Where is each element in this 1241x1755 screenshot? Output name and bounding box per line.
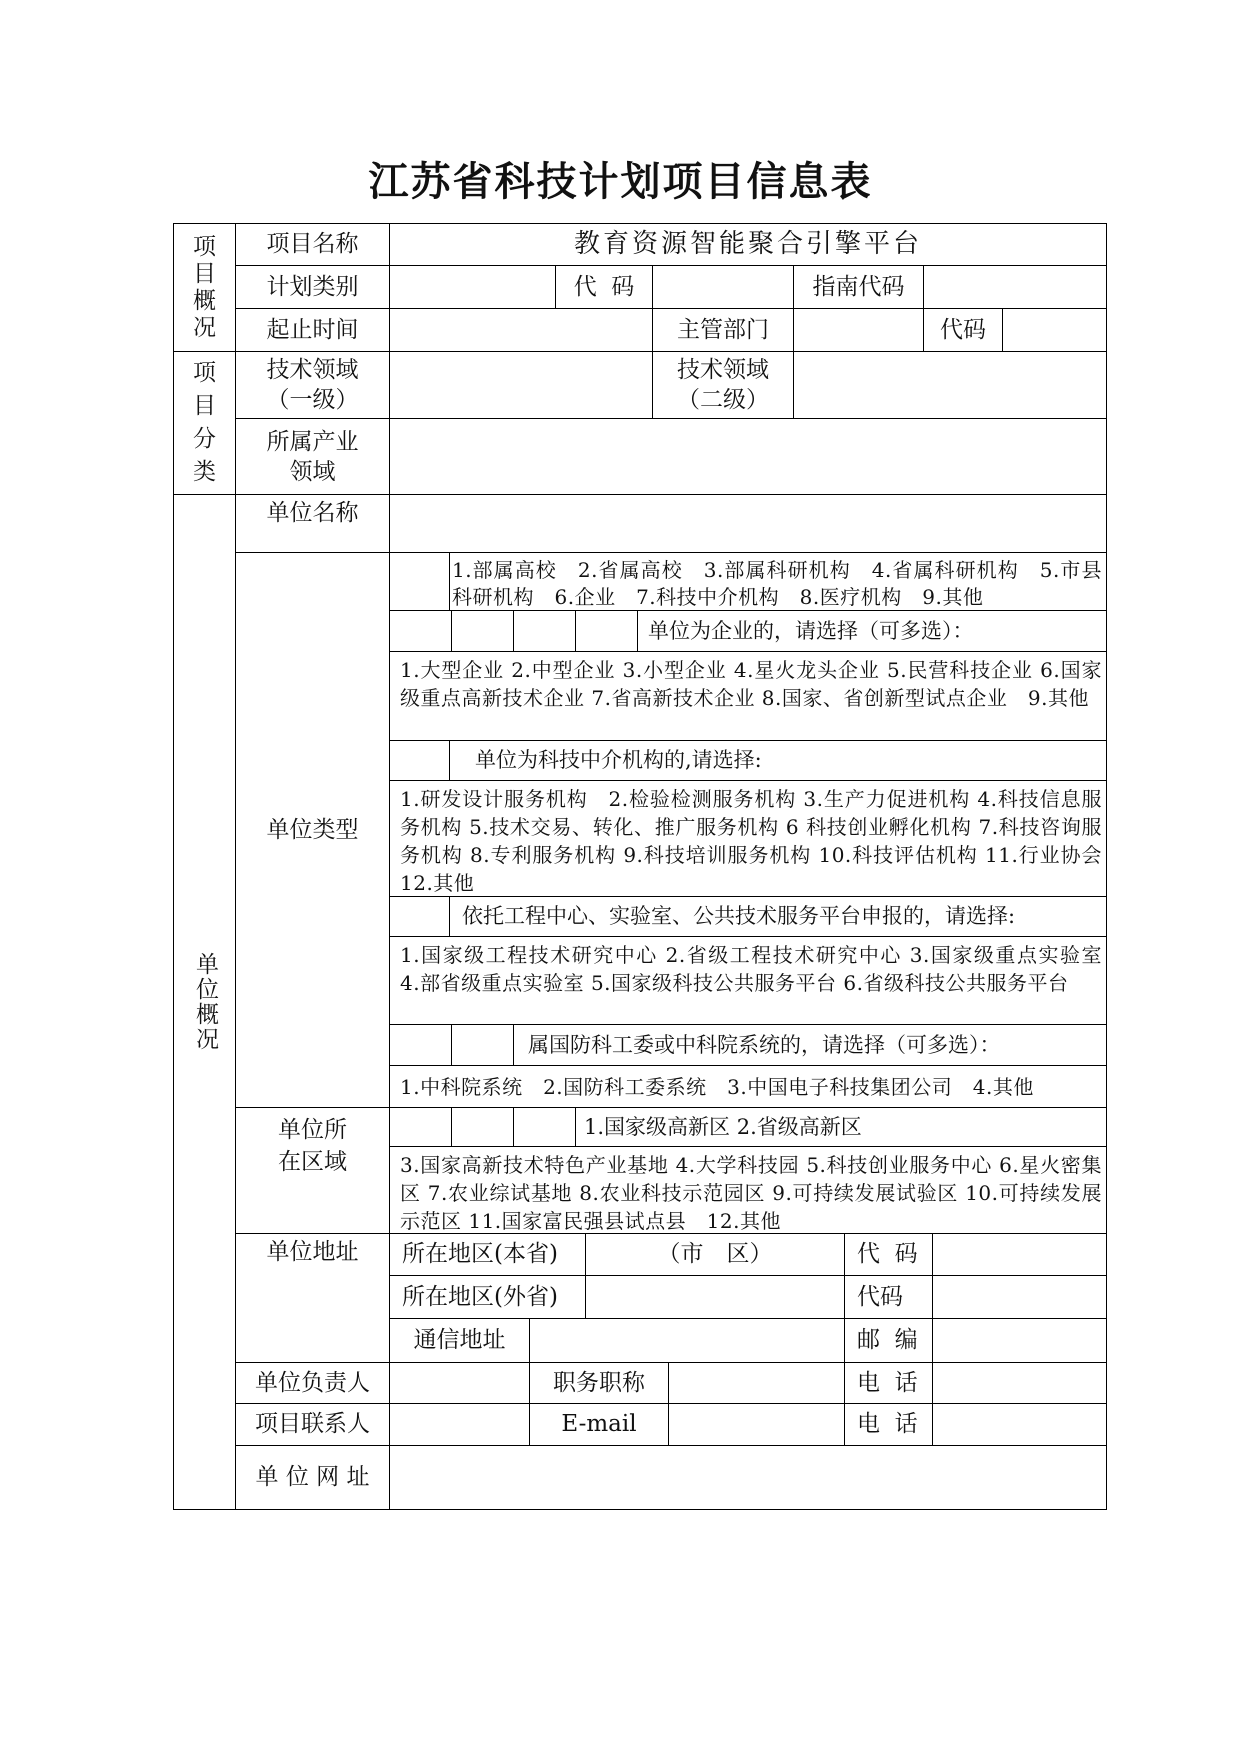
enterprise-checkbox-3[interactable] bbox=[513, 610, 576, 652]
postcode-label: 邮 编 bbox=[844, 1318, 933, 1363]
position-field[interactable] bbox=[668, 1362, 845, 1404]
platform-checkbox[interactable] bbox=[389, 896, 450, 937]
contact-field[interactable] bbox=[389, 1403, 530, 1446]
region-label bbox=[235, 1107, 390, 1234]
contact-label: 项目联系人 bbox=[235, 1403, 390, 1446]
defense-checkbox-1[interactable] bbox=[389, 1024, 452, 1066]
mail-address-label: 通信地址 bbox=[389, 1318, 530, 1363]
platform-options: 1.国家级工程技术研究中心 2.省级工程技术研究中心 3.国家级重点实验室 4.部省级重点实验室 5.国家级科技公共服务平台 6.省级科技公共服务平台 bbox=[389, 936, 1107, 1025]
section-char: 况 bbox=[193, 314, 216, 341]
local-code-label: 代 码 bbox=[844, 1233, 933, 1276]
plan-category-field[interactable] bbox=[389, 265, 556, 309]
department-label: 主管部门 bbox=[652, 308, 794, 352]
enterprise-checkbox-1[interactable] bbox=[389, 610, 452, 652]
intermediary-checkbox[interactable] bbox=[389, 740, 450, 781]
position-label: 职务职称 bbox=[529, 1362, 669, 1404]
department-field[interactable] bbox=[793, 308, 924, 352]
project-name-label: 项目名称 bbox=[235, 223, 390, 266]
region-checkbox-2[interactable] bbox=[451, 1107, 514, 1147]
period-label: 起止时间 bbox=[235, 308, 390, 352]
intermediary-options: 1.研发设计服务机构 2.检验检测服务机构 3.生产力促进机构 4.科技信息服务机构 5.技术交易、转化、推广服务机构 6 科技创业孵化机构 7.科技咨询服务机构 8.专利服务机构 9.科技培训服务机构 10.科技评估机构 11.行业协会 12.其他 bbox=[389, 780, 1107, 897]
guide-code-field[interactable] bbox=[923, 265, 1107, 309]
industry-field[interactable] bbox=[389, 418, 1107, 495]
location-other-field[interactable] bbox=[585, 1275, 845, 1319]
enterprise-options: 1.大型企业 2.中型企业 3.小型企业 4.星火龙头企业 5.民营科技企业 6.国家级重点高新技术企业 7.省高新技术企业 8.国家、省创新型试点企业 9.其他 bbox=[389, 651, 1107, 741]
guide-code-label: 指南代码 bbox=[793, 265, 924, 309]
unit-head-label: 单位负责人 bbox=[235, 1362, 390, 1404]
section-unit bbox=[173, 494, 236, 1510]
email-field[interactable] bbox=[668, 1403, 845, 1446]
unit-type-label: 单位类型 bbox=[235, 552, 390, 1108]
phone-field-2[interactable] bbox=[932, 1403, 1107, 1446]
label-line: 技术领域 bbox=[677, 357, 769, 383]
phone-label-1: 电 话 bbox=[844, 1362, 933, 1404]
label-line: 所属产业 bbox=[266, 428, 359, 455]
other-code-label: 代码 bbox=[844, 1275, 933, 1319]
label-line: 单位所 bbox=[278, 1117, 347, 1143]
page-title: 江苏省科技计划项目信息表 bbox=[368, 159, 873, 205]
location-other-label: 所在地区(外省) bbox=[389, 1275, 586, 1319]
region-checkbox-1[interactable] bbox=[389, 1107, 452, 1147]
label-line: 在区域 bbox=[278, 1149, 347, 1175]
section-classification bbox=[173, 351, 236, 495]
region-checkbox-3[interactable] bbox=[513, 1107, 576, 1147]
platform-prompt: 依托工程中心、实验室、公共技术服务平台申报的，请选择: bbox=[449, 896, 1107, 937]
section-char: 目 bbox=[193, 260, 216, 287]
website-field[interactable] bbox=[389, 1445, 1107, 1510]
email-label: E-mail bbox=[529, 1403, 669, 1446]
city-district-field[interactable]: （市 区） bbox=[585, 1233, 845, 1276]
intermediary-prompt: 单位为科技中介机构的,请选择: bbox=[449, 740, 1107, 781]
industry-label bbox=[235, 418, 390, 495]
plan-category-label: 计划类别 bbox=[235, 265, 390, 309]
phone-field-1[interactable] bbox=[932, 1362, 1107, 1404]
local-code-field[interactable] bbox=[932, 1233, 1107, 1276]
location-local-label: 所在地区(本省) bbox=[389, 1233, 586, 1276]
period-field[interactable] bbox=[389, 308, 653, 352]
label-line: 领域 bbox=[289, 458, 336, 485]
section-char: 分 bbox=[193, 426, 216, 452]
section-char: 项 bbox=[193, 233, 216, 260]
unit-type-options: 1.部属高校 2.省属高校 3.部属科研机构 4.省属科研机构 5.市县科研机构 6.企业 7.科技中介机构 8.医疗机构 9.其他 bbox=[449, 552, 1107, 611]
unit-head-field[interactable] bbox=[389, 1362, 530, 1404]
defense-checkbox-2[interactable] bbox=[451, 1024, 514, 1066]
section-overview bbox=[173, 223, 236, 352]
section-char: 概 bbox=[193, 287, 216, 314]
address-label: 单位地址 bbox=[235, 1233, 390, 1363]
label-line: 技术领域 bbox=[266, 357, 359, 383]
enterprise-prompt: 单位为企业的，请选择（可多选）： bbox=[637, 610, 1107, 652]
department-code-label: 代码 bbox=[923, 308, 1003, 352]
code-label: 代 码 bbox=[555, 265, 653, 309]
unit-type-checkbox[interactable] bbox=[389, 552, 450, 611]
website-label: 单 位 网 址 bbox=[235, 1445, 390, 1510]
defense-prompt: 属国防科工委或中科院系统的，请选择（可多选）： bbox=[513, 1024, 1107, 1066]
label-line: （一级） bbox=[266, 387, 359, 413]
tech-field-2-field[interactable] bbox=[793, 351, 1107, 419]
section-char: 项 bbox=[193, 360, 216, 386]
tech-field-2-label bbox=[652, 351, 794, 419]
unit-name-label: 单位名称 bbox=[235, 494, 390, 553]
project-name-field[interactable]: 教育资源智能聚合引擎平台 bbox=[389, 223, 1107, 266]
enterprise-checkbox-4[interactable] bbox=[575, 610, 638, 652]
code-field[interactable] bbox=[652, 265, 794, 309]
other-code-field[interactable] bbox=[932, 1275, 1107, 1319]
mail-address-field[interactable] bbox=[529, 1318, 845, 1363]
tech-field-1-label bbox=[235, 351, 390, 419]
region-options-1: 1.国家级高新区 2.省级高新区 bbox=[575, 1107, 1107, 1147]
enterprise-checkbox-2[interactable] bbox=[451, 610, 514, 652]
phone-label-2: 电 话 bbox=[844, 1403, 933, 1446]
department-code-field[interactable] bbox=[1002, 308, 1107, 352]
region-options-2: 3.国家高新技术特色产业基地 4.大学科技园 5.科技创业服务中心 6.星火密集区 7.农业综试基地 8.农业科技示范园区 9.可持续发展试验区 10.可持续发展示范区 11.国家富民强县试点县 12.其他 bbox=[389, 1146, 1107, 1234]
label-line: （二级） bbox=[677, 387, 769, 413]
postcode-field[interactable] bbox=[932, 1318, 1107, 1363]
defense-options: 1.中科院系统 2.国防科工委系统 3.中国电子科技集团公司 4.其他 bbox=[389, 1065, 1107, 1108]
section-char: 目 bbox=[193, 393, 216, 419]
tech-field-1-field[interactable] bbox=[389, 351, 653, 419]
section-unit-label: 单位概况 bbox=[192, 952, 218, 1052]
unit-name-field[interactable] bbox=[389, 494, 1107, 553]
section-char: 类 bbox=[193, 459, 216, 485]
